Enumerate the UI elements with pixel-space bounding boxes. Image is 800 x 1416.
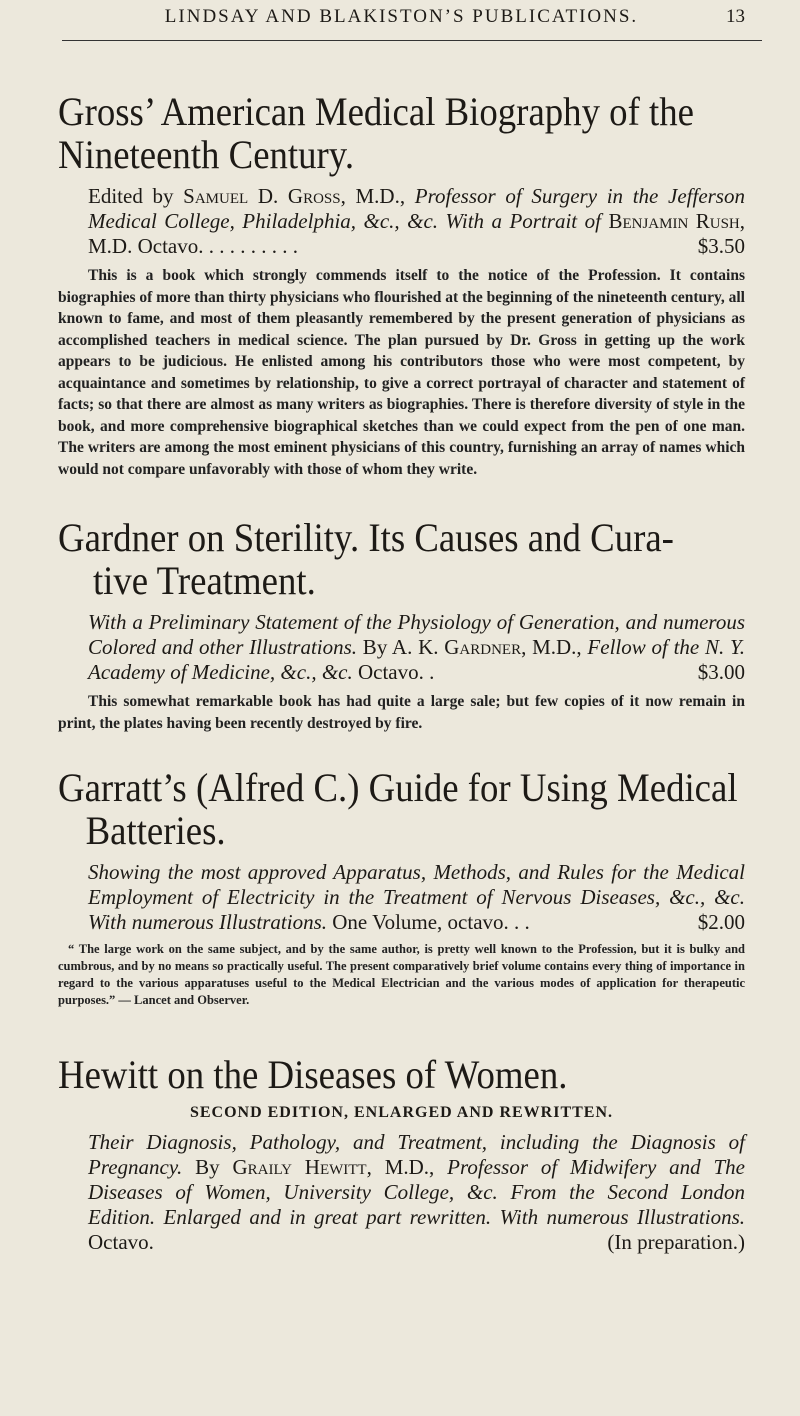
desc-italic: With a Preliminary Statement of the Physiology of Generation, and numerous Colored and other Illustrations. (88, 610, 745, 659)
desc-italic: Professor of Surgery in the Jefferson Medical College, Philadelphia, &c., &c. With a Portrait of (88, 184, 745, 233)
price: $3.00 (697, 660, 745, 684)
edition-note: SECOND EDITION, ENLARGED AND REWRITTEN. (189, 1104, 614, 1121)
entry-gross-biography (58, 90, 745, 480)
entry-gardner-sterility (58, 516, 745, 734)
price: (In preparation.) (607, 1230, 745, 1254)
desc-italic: Fellow of the N. Y. Academy of Medicine, &c., &c. (88, 635, 745, 684)
price: $2.00 (697, 910, 745, 934)
entry-title (58, 516, 741, 602)
entry-title (58, 90, 741, 176)
entry-review: This is a book which strongly commends itself to the notice of the Profession. It contains biographies of more than thirty physicians who flourished at the beginning of the nineteenth century, all known to fame, and most of them pleasantly remembered by the present generation of physicians as accomplished teachers in medical science. The plan pursued by Dr. Gross in getting up the work appears to be judicious. He enlisted among his contributors those who were most competent, by acquaintance and sometimes by relationship, to give a correct portrayal of character and statement of facts; so that there are almost as many writers as biographies. There is therefore diversity of style in the book, and more comprehensive biographical sketches than we could expect from the pen of one man. The writers are among the most eminent physicians of this country, furnishing an array of names which would not compare unfavorably with those of whom they write. (58, 267, 745, 478)
entry-hewitt-diseases (58, 1053, 745, 1255)
title-line: Hewitt on the Diseases of Women. (58, 1052, 568, 1097)
desc-italic: Professor of Midwifery and The Diseases of Women, University College, &c. From the Second London Edition. Enlarged and in great part rewritten. With numerous Illustrations. (88, 1155, 746, 1229)
title-line: Nineteenth Century. (58, 132, 355, 177)
entry-garratt-batteries (58, 766, 745, 1009)
desc-italic: Showing the most approved Apparatus, Methods, and Rules for the Medical Employment of Electricity in the Treatment of Nervous Diseases, &c., &c. With numerous Illustrations. (88, 860, 745, 934)
entry-description (58, 610, 745, 685)
author-name: Gardner (444, 635, 522, 659)
entry-description (58, 184, 745, 259)
title-line: tive Treatment. (92, 558, 316, 603)
desc-text: By A. K. (357, 635, 445, 659)
title-line: Gross’ American Medical Biography of the (58, 89, 694, 134)
entry-title (58, 766, 741, 852)
desc-text: Octavo. . (352, 660, 435, 684)
running-head-title: LINDSAY AND BLAKISTON’S PUBLICATIONS. (164, 6, 639, 27)
desc-text: Edited by (88, 184, 184, 208)
desc-text: , M.D., (366, 1155, 448, 1179)
portrait-name: Benjamin Rush (608, 209, 740, 233)
desc-text: By (182, 1155, 233, 1179)
desc-text: , M.D., (521, 635, 582, 659)
desc-italic: Their Diagnosis, Pathology, and Treatment, including the Diagnosis of Pregnancy. (88, 1130, 745, 1179)
title-line: Garratt’s (Alfred C.) Guide for Using Medical (58, 765, 738, 810)
header-rule (62, 40, 762, 41)
entry-description (58, 860, 745, 935)
desc-text: One Volume, octavo. . . (327, 910, 530, 934)
page-number: 13 (726, 6, 745, 27)
entry-review: This somewhat remarkable book has had quite a large sale; but few copies of it now remain in print, the plates having been recently destroyed by fire. (58, 693, 745, 732)
entry-description (58, 1130, 745, 1255)
desc-text: , M.D. Octavo. . . . . . . . . . (88, 209, 746, 258)
author-name: Graily Hewitt (232, 1155, 367, 1179)
desc-text: , M.D., (340, 184, 415, 208)
desc-text: Octavo. (88, 1230, 154, 1254)
author-name: Samuel D. Gross (183, 184, 341, 208)
entry-quote: “ The large work on the same subject, and by the same author, is pretty well known to the Profession, but it is bulky and cumbrous, and by no means so practically useful. The present comparatively brief volume contains every thing of importance in regard to the various apparatuses useful to the Medical Electrician and the various modes of application for therapeutic purposes.” — Lancet and Observer. (58, 942, 745, 1007)
title-line: Gardner on Sterility. Its Causes and Cura- (58, 515, 674, 560)
entry-title (58, 1053, 741, 1096)
title-line: Batteries. (85, 808, 226, 853)
price: $3.50 (697, 234, 745, 258)
